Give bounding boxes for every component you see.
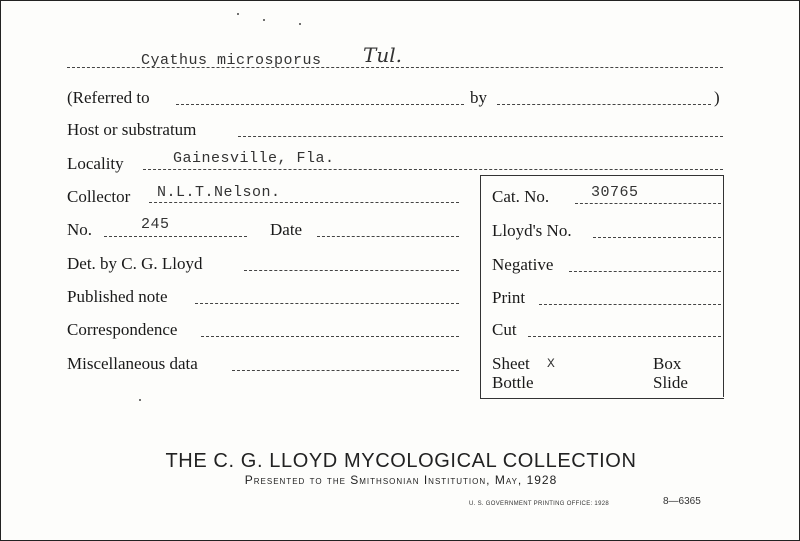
lloyd-label: Lloyd's No. — [492, 221, 572, 240]
by-line — [497, 104, 711, 105]
number-value: 245 — [141, 216, 170, 233]
speck — [263, 19, 265, 21]
published-label: Published note — [67, 287, 168, 306]
bottle-label: Bottle — [492, 373, 534, 392]
negative-label: Negative — [492, 255, 554, 274]
cat-line — [575, 203, 721, 204]
cut-line — [528, 336, 721, 337]
collector-label: Collector — [67, 187, 131, 206]
number-line — [104, 236, 247, 237]
speck — [237, 13, 239, 15]
by-label: by — [470, 88, 487, 107]
sheet-label: Sheet — [492, 354, 530, 373]
collection-subtitle: Presented to the Smithsonian Institution, May, 1928 — [244, 473, 558, 487]
number-label: No. — [67, 220, 93, 239]
cat-label: Cat. No. — [492, 187, 550, 206]
collector-value: N.L.T.Nelson. — [157, 184, 281, 201]
negative-line — [569, 271, 721, 272]
published-line — [195, 303, 459, 304]
collector-line — [149, 202, 459, 203]
form-number: 8—6365 — [663, 496, 701, 507]
referred-line — [176, 104, 464, 105]
slide-label: Slide — [653, 373, 688, 392]
det-line — [244, 270, 459, 271]
locality-value: Gainesville, Fla. — [173, 150, 335, 167]
sheet-mark: X — [547, 356, 556, 371]
collection-title: THE C. G. LLOYD MYCOLOGICAL COLLECTION — [165, 450, 637, 472]
det-label: Det. by C. G. Lloyd — [67, 254, 203, 273]
box-label: Box — [653, 354, 682, 373]
correspondence-line — [201, 336, 459, 337]
referred-label: (Referred to — [67, 88, 150, 107]
speck — [299, 23, 301, 25]
misc-line — [232, 370, 459, 371]
cut-label: Cut — [492, 320, 517, 339]
locality-label: Locality — [67, 154, 124, 173]
lloyd-line — [593, 237, 721, 238]
correspondence-label: Correspondence — [67, 320, 178, 339]
species-author: Tul. — [363, 43, 402, 67]
print-line — [539, 304, 721, 305]
cat-value: 30765 — [591, 184, 639, 201]
date-label: Date — [270, 220, 303, 239]
referred-close: ) — [714, 88, 720, 107]
locality-line — [143, 169, 723, 170]
misc-label: Miscellaneous data — [67, 354, 198, 373]
species-line — [67, 67, 723, 68]
date-line — [317, 236, 459, 237]
print-label: Print — [492, 288, 526, 307]
host-line — [238, 136, 723, 137]
printing-office: U. S. GOVERNMENT PRINTING OFFICE: 1928 — [469, 501, 609, 507]
speck — [139, 399, 141, 401]
host-label: Host or substratum — [67, 120, 197, 139]
species-name: Cyathus microsporus — [141, 52, 322, 69]
